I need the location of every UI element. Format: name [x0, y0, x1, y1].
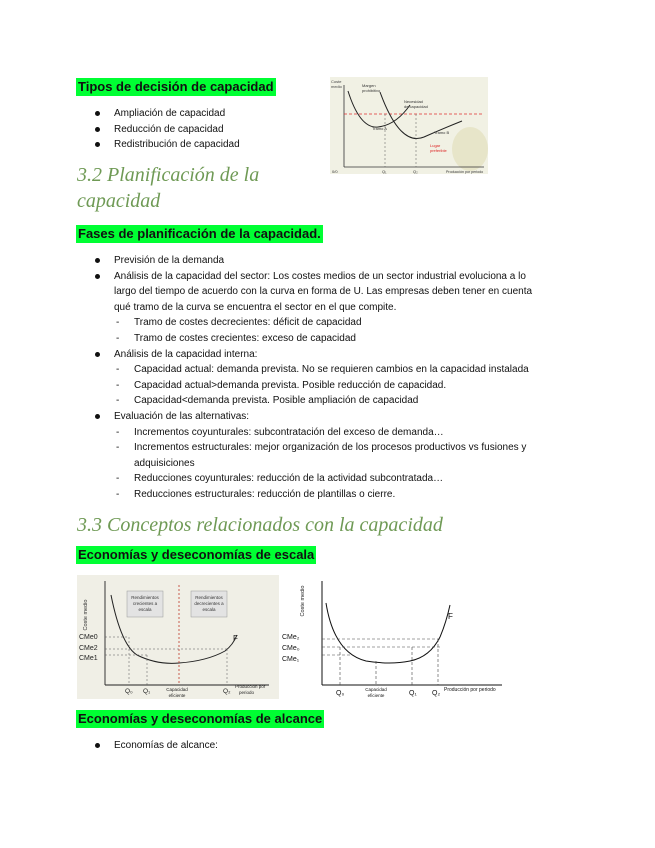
list-item: Reducción de capacidad — [76, 122, 336, 138]
fig-left-box1-l2: crecientes a — [132, 601, 158, 606]
fases-item4-text: Evaluación de las alternativas: — [114, 410, 250, 422]
fig-right-curve-label: F — [448, 612, 453, 621]
fig-left-xq1: Q₁ — [143, 688, 151, 695]
list-item: Previsión de la demanda — [76, 253, 596, 269]
fases-item4-sublist — [114, 425, 596, 503]
fases-item4-sub2-line1: Incrementos estructurales: mejor organización de los procesos productivos vs fusiones y — [134, 442, 527, 454]
sub-item: - Incrementos coyunturales: subcontratación del exceso de demanda… — [114, 425, 596, 441]
section-3-2-title-line1: 3.2 Planificación de la — [77, 164, 260, 186]
fig-top-ann2b: de capacidad — [404, 104, 428, 109]
efficient-capacity-figure — [280, 575, 506, 699]
list-item — [76, 347, 596, 409]
sub-item: - Reducciones coyunturales: reducción de la actividad subcontratada… — [114, 471, 596, 487]
list-item: Ampliación de capacidad — [76, 106, 336, 122]
fig-left-ylabel-cme0: CMe0 — [79, 634, 98, 641]
fig-right-xq2: Q₂ — [432, 690, 441, 697]
fig-right-xcap-l2: eficiente — [367, 693, 385, 698]
economies-scale-figure — [77, 575, 279, 699]
fig-top-ann2a: Necesidad — [404, 99, 423, 104]
fig-top-ann1b: prohibitivo — [362, 88, 381, 93]
fig-left-curve-label: F — [233, 634, 238, 643]
sub-item: - Capacidad actual>demanda prevista. Posible reducción de capacidad. — [114, 378, 596, 394]
fases-item2-line1: Análisis de la capacidad del sector: Los costes medios de un sector industrial evoluciona a lo — [114, 270, 526, 282]
section-3-2-title — [77, 162, 259, 214]
section-3-2-title-line2: capacidad — [77, 190, 161, 212]
escala-heading: Economías y deseconomías de escala — [78, 547, 315, 562]
fig-right-xq0: Q₀ — [336, 690, 345, 697]
fases-item3-sublist — [114, 362, 596, 409]
fig-top-ylabel2: medio — [331, 84, 342, 89]
fig-left-ylabel-cme1: CMe1 — [79, 655, 98, 662]
sub-item: - Tramo de costes crecientes: exceso de capacidad — [114, 331, 596, 347]
fig-right-ylabel-cme2: CMe₂ — [282, 634, 300, 641]
fig-top-xq1: Q₁ — [382, 169, 387, 174]
fases-item2-line2: largo del tiempo de acuerdo con la curva en forma de U. Las empresas deben tener en cuenta — [114, 286, 533, 298]
list-item — [76, 269, 596, 347]
fig-left-xcap-l1: Capacidad — [166, 687, 188, 692]
fig-left-box2-l1: Rendimientos — [195, 595, 223, 600]
fases-item3-text: Análisis de la capacidad interna: — [114, 348, 258, 360]
fases-item4-sub2-line2: adquisiciones — [134, 457, 195, 469]
fig-left-ylabel-cme2: CMe2 — [79, 645, 98, 652]
fases-list — [76, 253, 596, 503]
fig-left-box1-l3: escala — [138, 607, 152, 612]
fig-top-ylabel: Coste — [331, 79, 342, 84]
fig-left-xlabel-l1: Producción por — [235, 684, 266, 689]
fases-item2-line3: qué tramo de la curva se encuentra el sector en el que compite. — [114, 301, 397, 313]
section-3-3-title: 3.3 Conceptos relacionados con la capacidad — [77, 514, 443, 536]
capacity-curve-figure — [330, 77, 488, 174]
sub-item: - Capacidad actual: demanda prevista. No se requieren cambios en la capacidad instalada — [114, 362, 596, 378]
list-item: Redistribución de capacidad — [76, 137, 336, 153]
fig-right-ylabel-cme0: CMe₀ — [282, 645, 300, 652]
fig-left-xq2: Q₂ — [223, 688, 231, 695]
fig-left-box2-l3: escala — [202, 607, 216, 612]
fig-top-ann5a: Lugar — [430, 143, 441, 148]
fig-top-ann4: Tramo B — [434, 130, 450, 135]
sub-item: - Capacidad<demanda prevista. Posible ampliación de capacidad — [114, 393, 596, 409]
list-item: Economías de alcance: — [76, 738, 476, 754]
fig-right-ylabel-cme1: CMe₁ — [282, 656, 300, 663]
alcance-list — [76, 738, 476, 754]
fig-top-ann1a: Margen — [362, 83, 376, 88]
fig-top-ann3: Tramo A — [372, 126, 387, 131]
fases-heading: Fases de planificación de la capacidad. — [78, 226, 321, 241]
tipos-heading: Tipos de decisión de capacidad — [78, 79, 274, 94]
fig-left-xq0: Q₀ — [125, 688, 133, 695]
fig-right-xcap-l1: Capacidad — [365, 687, 387, 692]
fases-item2-sublist — [114, 315, 596, 346]
fig-right-ylabel: Coste medio — [300, 585, 306, 617]
fig-top-xlabel: Producción por periodo — [446, 170, 484, 174]
list-item — [76, 409, 596, 503]
sub-item: - Tramo de costes decrecientes: déficit de capacidad — [114, 315, 596, 331]
fig-right-xlabel: Producción por periodo — [444, 687, 496, 693]
fig-top-xq2: Q₂ — [413, 169, 418, 174]
sub-item — [114, 440, 596, 471]
alcance-heading: Economías y deseconomías de alcance — [78, 711, 323, 726]
fig-top-ann5b: preferible — [430, 148, 447, 153]
fig-left-box2-l2: decrecientes a — [194, 601, 224, 606]
sub-item: - Reducciones estructurales: reducción de plantillas o cierre. — [114, 487, 596, 503]
fig-top-origin: 0/0 — [332, 169, 338, 174]
fig-left-ylabel: Coste medio — [83, 599, 89, 631]
fig-left-xlabel-l2: periodo — [239, 690, 255, 695]
fig-left-box1-l1: Rendimientos — [131, 595, 159, 600]
tipos-list — [76, 106, 336, 153]
fig-left-xcap-l2: eficiente — [168, 693, 186, 698]
fig-right-xq1: Q₁ — [409, 690, 417, 697]
